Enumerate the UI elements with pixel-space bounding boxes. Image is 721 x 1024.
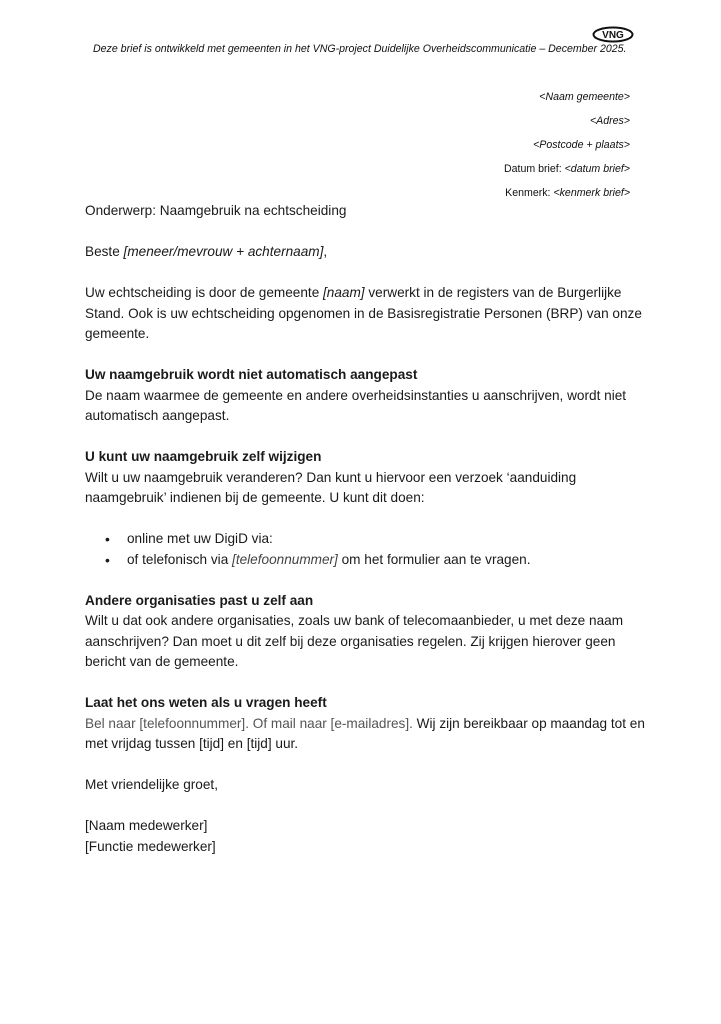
street-address: <Adres> [589,115,630,127]
letter-reference: Kenmerk: <kenmerk brief> [505,187,630,199]
section-heading: U kunt uw naamgebruik zelf wijzigen [85,449,322,464]
section-heading: Laat het ons weten als u vragen heeft [85,695,327,710]
signature-function: [Functie medewerker] [85,838,216,854]
intro-paragraph: Uw echtscheiding is door de gemeente [naam] verwerkt in de registers van de Burgerlijke Stand. Ook is uw echtscheiding opgenomen in de Basisregistratie Personen (BRP) van onze gemeente. [85,285,642,341]
letter-date: Datum brief: <datum brief> [503,163,630,175]
address-block [504,85,630,205]
municipality-name: <Naam gemeente> [539,91,630,103]
signature-block [85,816,645,857]
section-text: Wilt u dat ook andere organisaties, zoals uw bank of telecomaanbieder, u met deze naam aanschrijven? Dan moet u dit zelf bij deze organisaties regelen. Zij krijgen hierover geen bericht van de gemeente. [85,613,624,669]
vng-logo [592,26,634,43]
section-heading: Uw naamgebruik wordt niet automatisch aangepast [85,367,418,382]
disclaimer-note: Deze brief is ontwikkeld met gemeenten in het VNG-project Duidelijke Overheidscommunicatie – December 2025. [93,43,627,55]
postcode-city: <Postcode + plaats> [533,139,630,151]
signature-name: [Naam medewerker] [85,818,208,833]
list-item: • of telefonisch via [telefoonnummer] om het formulier aan te vragen. [127,550,645,571]
list-item: • online met uw DigiD via: [127,529,645,550]
closing-greeting: Met vriendelijke groet, [85,777,218,792]
letter-body [85,201,645,857]
section-text: Wilt u uw naamgebruik veranderen? Dan kunt u hiervoor een verzoek ‘aanduiding naamgebruik’ indienen bij de gemeente. U kunt dit doen: [85,469,577,505]
section-text: Bel naar [telefoonnummer]. Of mail naar [e-mailadres]. Wij zijn bereikbaar op maandag tot en met vrijdag tussen [tijd] en [tijd] uur. [85,715,645,751]
subject-line: Onderwerp: Naamgebruik na echtscheiding [85,203,347,218]
section-heading: Andere organisaties past u zelf aan [85,592,314,608]
section-text: De naam waarmee de gemeente en andere overheidsinstanties u aanschrijven, wordt niet automatisch aangepast. [85,387,627,423]
options-list [85,529,645,570]
svg-text:VNG: VNG [602,30,624,41]
salutation: Beste [meneer/mevrouw + achternaam], [85,244,328,259]
